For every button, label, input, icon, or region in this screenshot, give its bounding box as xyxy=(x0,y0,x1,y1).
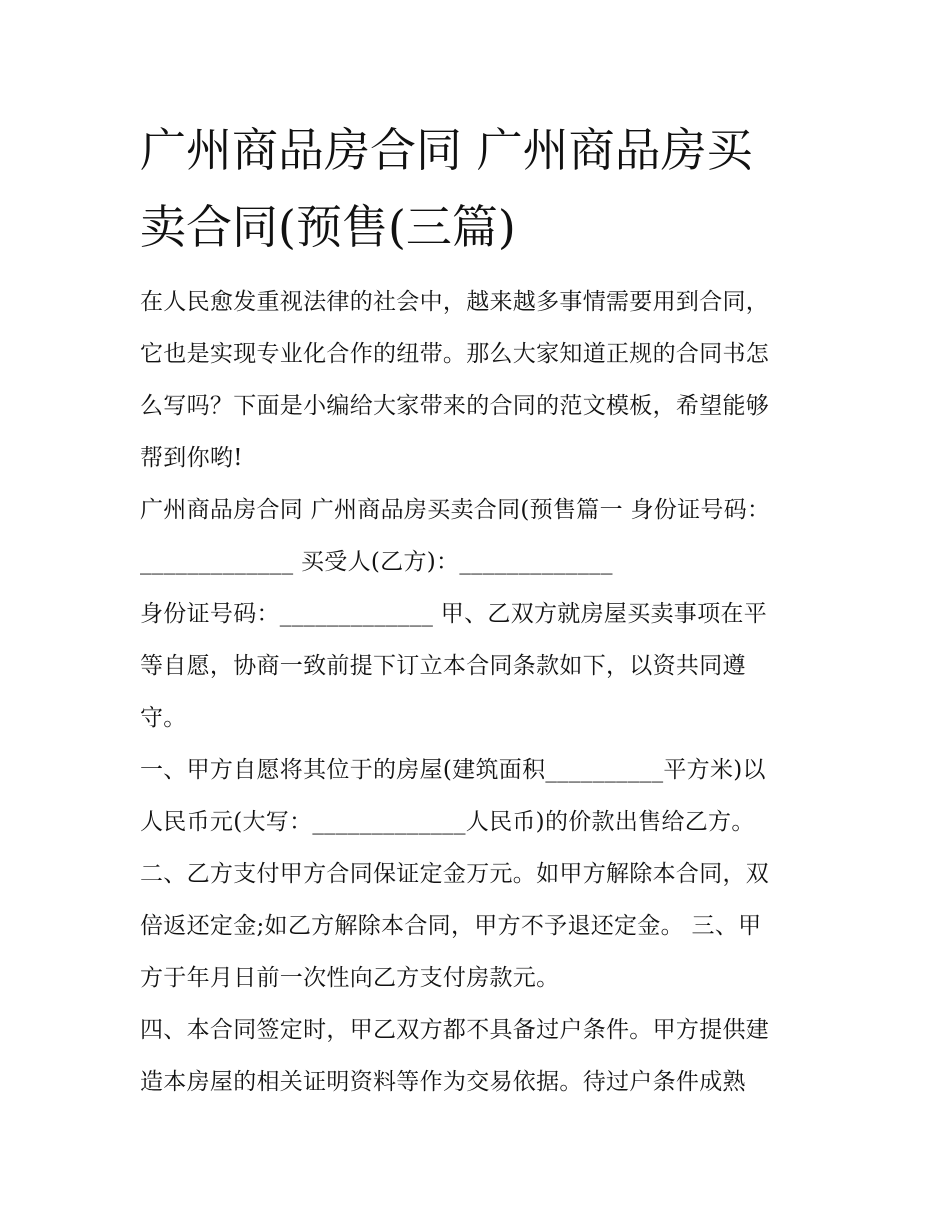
text-line: 广州商品房合同 广州商品房买卖合同(预售篇一 身份证号码： xyxy=(140,497,771,523)
text-line: 一、甲方自愿将其位于的房屋(建筑面积__________平方米)以 xyxy=(140,757,766,783)
text-line: 四、本合同签定时，甲乙双方都不具备过户条件。甲方提供建 xyxy=(140,1017,770,1043)
text-line: 在人民愈发重视法律的社会中，越来越多事情需要用到合同， xyxy=(140,289,770,315)
document-page xyxy=(140,112,820,1108)
contract-heading-paragraph xyxy=(140,484,820,588)
clause-1-paragraph xyxy=(140,744,820,848)
text-line: 守。 xyxy=(140,705,187,731)
text-line: 么写吗？下面是小编给大家带来的合同的范文模板，希望能够 xyxy=(140,393,770,419)
text-line: 帮到你哟! xyxy=(140,445,243,471)
text-line: 二、乙方支付甲方合同保证定金万元。如甲方解除本合同，双 xyxy=(140,861,770,887)
clause-2-3-paragraph xyxy=(140,848,820,1004)
title-line: 广州商品房合同 广州商品房买 xyxy=(140,123,753,177)
text-line: 方于年月日前一次性向乙方支付房款元。 xyxy=(140,965,560,991)
text-line: 倍返还定金;如乙方解除本合同，甲方不予退还定金。 三、甲 xyxy=(140,913,762,939)
text-line: _____________ 买受人(乙方)：_____________ xyxy=(140,549,613,575)
text-line: 人民币元(大写：_____________人民币)的价款出售给乙方。 xyxy=(140,809,755,835)
parties-paragraph xyxy=(140,588,820,744)
intro-paragraph xyxy=(140,276,820,484)
document-title xyxy=(140,112,820,266)
clause-4-paragraph xyxy=(140,1004,820,1108)
title-line: 卖合同(预售(三篇) xyxy=(140,200,516,254)
text-line: 它也是实现专业化合作的纽带。那么大家知道正规的合同书怎 xyxy=(140,341,770,367)
text-line: 等自愿，协商一致前提下订立本合同条款如下，以资共同遵 xyxy=(140,653,746,679)
text-line: 身份证号码：_____________ 甲、乙双方就房屋买卖事项在平 xyxy=(140,601,768,627)
text-line: 造本房屋的相关证明资料等作为交易依据。待过户条件成熟 xyxy=(140,1069,746,1095)
